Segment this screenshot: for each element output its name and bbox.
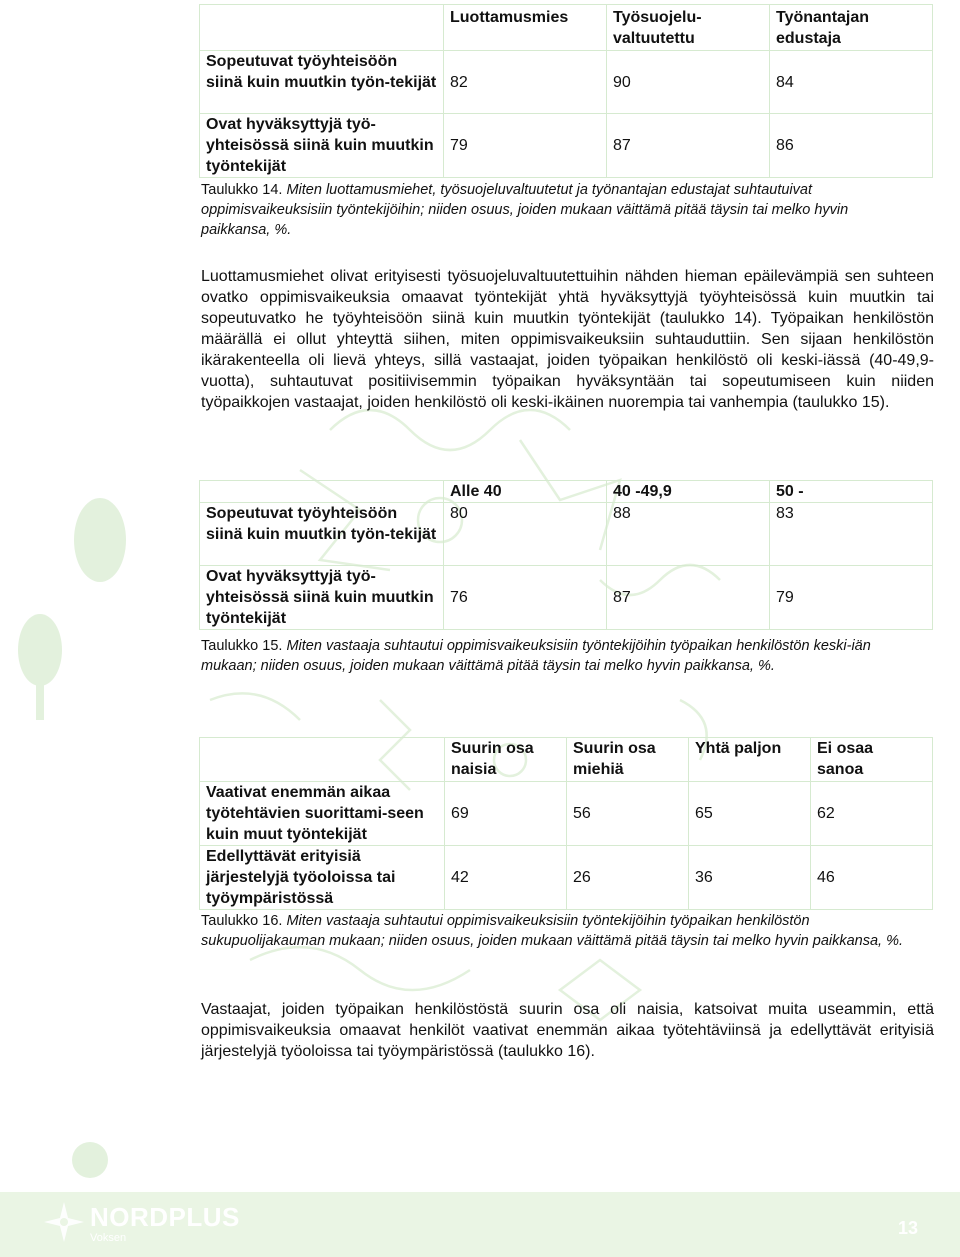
table-row bbox=[200, 566, 933, 630]
body-paragraph: Luottamusmiehet olivat erityisesti työsuojeluvaltuutettuihin nähden hieman epäilevämpiä sen suhteen ovatko oppimisvaikeuksia omaavat työntekijät yhtä hyväksyttyjä työyhteisössä kuin muutkin tai sopeutuvatko he työyhteisöön siinä kuin muutkin työntekijät (taulukko 14). Työpaikan henkilöstön määrällä ei ollut yhteyttä siihen, miten oppimisvaikeuksiin suhtauduttiin. Sen sijaan henkilöstön ikärakenteella oli lievä yhteys, sillä vastaajat, joiden työpaikan henkilöstö oli keski-iässä (40-49,9-vuotta), suhtautuvat positiivisemmin työpaikan hyväksyntään tai sopeutumiseen kuin niiden työpaikkojen vastaajat, joiden henkilöstö oli keski-ikäinen nuorempia tai vanhempia (taulukko 15). bbox=[201, 268, 934, 411]
column-header: Suurin osa naisia bbox=[445, 738, 567, 782]
table-cell: 42 bbox=[445, 846, 567, 910]
table-header-row bbox=[200, 481, 933, 503]
table-cell: 82 bbox=[444, 51, 607, 114]
row-label: Edellyttävät erityisiä järjestelyjä työoloissa tai työympäristössä bbox=[200, 846, 445, 910]
column-header: Alle 40 bbox=[444, 481, 607, 503]
row-label: Vaativat enemmän aikaa työtehtävien suorittami-seen kuin muut työntekijät bbox=[200, 782, 445, 846]
column-header: Luottamusmies bbox=[444, 5, 607, 51]
table-cell: 87 bbox=[607, 114, 770, 178]
table-row bbox=[200, 846, 933, 910]
row-label: Ovat hyväksyttyjä työ-yhteisössä siinä kuin muutkin työntekijät bbox=[200, 566, 444, 630]
table-16-caption: Taulukko 16. Miten vastaaja suhtautui oppimisvaikeuksisiin työntekijöihin työpaikan henkilöstön sukupuolijakauman mukaan; niiden osuus, joiden mukaan väittämä pitää täysin tai melko hyvin paikkansa, %. bbox=[201, 913, 904, 949]
row-label: Ovat hyväksyttyjä työ-yhteisössä siinä kuin muutkin työntekijät bbox=[200, 114, 444, 178]
table-cell: 46 bbox=[811, 846, 933, 910]
table-cell: 90 bbox=[607, 51, 770, 114]
table-14 bbox=[199, 4, 933, 178]
table-14-caption: Taulukko 14. Miten luottamusmiehet, työsuojeluvaltuutetut ja työnantajan edustajat suhtautuivat oppimisvaikeuksisiin työntekijöihin; niiden osuus, joiden mukaan väittämä pitää täysin tai melko hyvin paikkansa, %. bbox=[201, 182, 849, 238]
table-cell: 79 bbox=[770, 566, 933, 630]
column-header: 40 -49,9 bbox=[607, 481, 770, 503]
column-header: Työnantajan edustaja bbox=[770, 5, 933, 51]
table-row bbox=[200, 114, 933, 178]
row-label: Sopeutuvat työyhteisöön siinä kuin muutkin työn-tekijät bbox=[200, 503, 444, 566]
table-cell: 76 bbox=[444, 566, 607, 630]
table-cell: 80 bbox=[444, 503, 607, 566]
table-cell: 87 bbox=[607, 566, 770, 630]
table-15-caption: Taulukko 15. Miten vastaaja suhtautui oppimisvaikeuksisiin työntekijöihin työpaikan henkilöstön keski-iän mukaan; niiden osuus, joiden mukaan väittämä pitää täysin tai melko hyvin paikkansa, %. bbox=[201, 638, 871, 674]
table-cell: 65 bbox=[689, 782, 811, 846]
logo-wordmark: NORDPLUS bbox=[90, 1202, 240, 1232]
table-cell: 86 bbox=[770, 114, 933, 178]
table-15 bbox=[199, 480, 933, 630]
table-cell: 62 bbox=[811, 782, 933, 846]
page-number: 13 bbox=[898, 1218, 919, 1238]
table-16 bbox=[199, 737, 933, 910]
body-paragraph: Vastaajat, joiden työpaikan henkilöstöstä suurin osa oli naisia, katsoivat muita useammin, että oppimisvaikeuksia omaavat henkilöt vaativat enemmän aikaa työtehtäviinsä ja edellyttävät erityisiä järjestelyjä työoloissa tai työympäristössä (taulukko 16). bbox=[201, 1001, 934, 1060]
table-cell: 84 bbox=[770, 51, 933, 114]
table-cell: 56 bbox=[567, 782, 689, 846]
table-row bbox=[200, 51, 933, 114]
table-row bbox=[200, 503, 933, 566]
logo-subtitle: Voksen bbox=[90, 1232, 127, 1244]
table-cell: 88 bbox=[607, 503, 770, 566]
table-cell: 83 bbox=[770, 503, 933, 566]
table-cell: 79 bbox=[444, 114, 607, 178]
table-cell: 26 bbox=[567, 846, 689, 910]
table-cell: 69 bbox=[445, 782, 567, 846]
table-cell: 36 bbox=[689, 846, 811, 910]
table-header-row bbox=[200, 738, 933, 782]
table-header-row bbox=[200, 5, 933, 51]
column-header: Työsuojelu- valtuutettu bbox=[607, 5, 770, 51]
row-label: Sopeutuvat työyhteisöön siinä kuin muutkin työn-tekijät bbox=[200, 51, 444, 114]
column-header: Suurin osa miehiä bbox=[567, 738, 689, 782]
column-header: Yhtä paljon bbox=[689, 738, 811, 782]
column-header: Ei osaa sanoa bbox=[811, 738, 933, 782]
column-header: 50 - bbox=[770, 481, 933, 503]
table-row bbox=[200, 782, 933, 846]
